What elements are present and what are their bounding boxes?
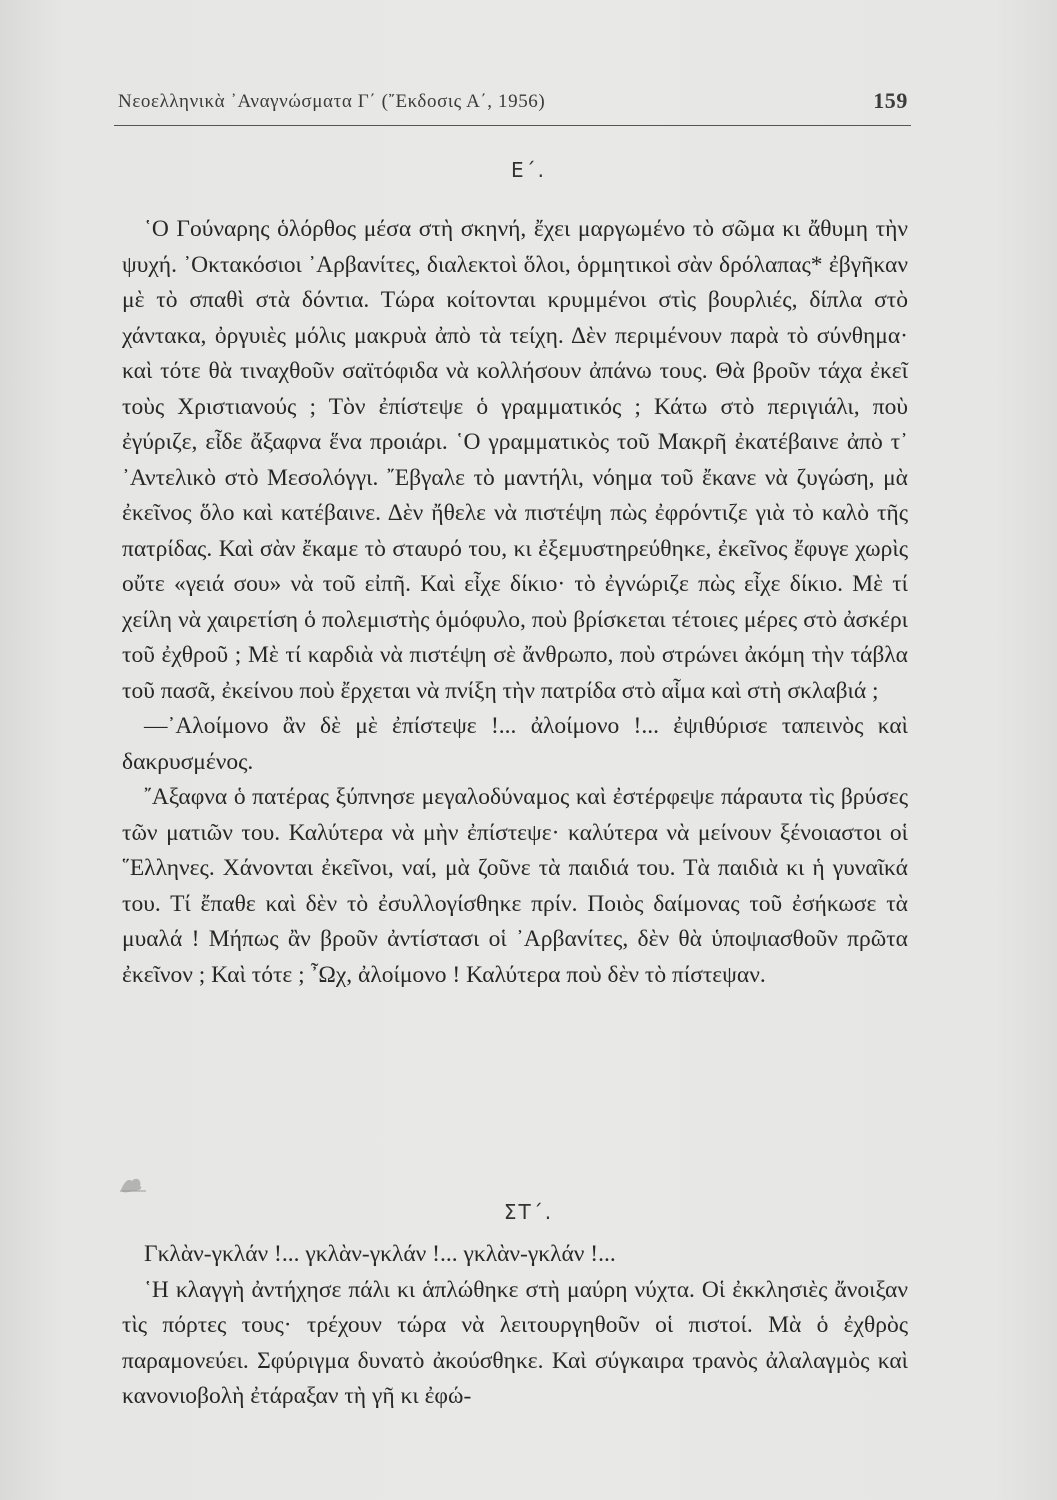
paragraph: ῾Η κλαγγὴ ἀντήχησε πάλι κι ἁπλώθηκε στὴ μαύρη νύχτα. Οἱ ἐκκλησιὲς ἄνοιξαν τὶς πόρτες τους· τρέχουν τώρα νὰ λειτουργηθοῦν οἱ πιστοί. Μὰ ὁ ἐχθρὸς παραμονεύει. Σφύριγμα δυνατὸ ἀκούσθηκε. Καὶ σύγκαιρα τρανὸς ἀλαλαγμὸς καὶ κανονιοβολὴ ἐτάραξαν τὴ γῆ κι ἐφώ- (122, 1276, 908, 1409)
dialog-paragraph: —᾿Αλοίμονο ἂν δὲ μὲ ἐπίστεψε !... ἀλοίμονο !... ἐψιθύρισε ταπεινὸς καὶ δακρυσμένος. (122, 713, 908, 775)
header-rule (114, 125, 911, 126)
section-e-text (122, 212, 908, 993)
page-number: 159 (873, 88, 908, 113)
section-heading-e: Ε΄. (511, 158, 546, 182)
refrain-line: Γκλὰν-γκλάν !... γκλὰν-γκλάν !... γκλὰν-γκλάν !... (144, 1241, 616, 1267)
paragraph: ῾Ο Γούναρης ὁλόρθος μέσα στὴ σκηνή, ἔχει μαργωμένο τὸ σῶμα κι ἄθυμη τὴν ψυχή. ᾿Οκτακόσιοι ᾿Αρβανίτες, διαλεκτοὶ ὅλοι, ὁρμητικοὶ σὰν δρόλαπας* ἐβγῆκαν μὲ τὸ σπαθὶ στὰ δόντια. Τώρα κοίτονται κρυμμένοι στὶς βουρλιές, δίπλα στὸ χάντακα, ὀργυιὲς μόλις μακρυὰ ἀπὸ τὰ τείχη. Δὲν περιμένουν παρὰ τὸ σύνθημα· καὶ τότε θὰ τιναχθοῦν σαϊτόφιδα νὰ κολλήσουν ἀπάνω τους. Θὰ βροῦν τάχα ἐκεῖ τοὺς Χριστιανούς ; Τὸν ἐπίστεψε ὁ γραμματικός ; Κάτω στὸ περιγιάλι, ποὺ ἐγύριζε, εἶδε ἄξαφνα ἕνα προιάρι. ῾Ο γραμματικὸς τοῦ Μακρῆ ἐκατέβαινε ἀπὸ τ᾿ ᾿Αντελικὸ στὸ Μεσολόγγι. ῎Εβγαλε τὸ μαντήλι, νόημα τοῦ ἔκανε νὰ ζυγώση, μὰ ἐκεῖνος ὅλο καὶ κατέβαινε. Δὲν ἤθελε νὰ πιστέψη πὼς ἐφρόντιζε γιὰ τὸ καλὸ τῆς πατρίδας. Καὶ σὰν ἔκαμε τὸ σταυρό του, κι ἐξεμυστηρεύθηκε, ἐκεῖνος ἔφυγε χωρὶς οὔτε «γειά σου» νὰ τοῦ εἰπῆ. Καὶ εἶχε δίκιο· τὸ ἐγνώριζε πὼς εἶχε δίκιο. Μὲ τί χείλη νὰ χαιρετίση ὁ πολεμιστὴς ὁμόφυλο, ποὺ βρίσκεται τέτοιες μέρες στὸ ἀσκέρι τοῦ ἐχθροῦ ; Μὲ τί καρδιὰ νὰ πιστέψη σὲ ἄνθρωπο, ποὺ στρώνει ἀκόμη τὴν τάβλα τοῦ πασᾶ, ἐκείνου ποὺ ἔρχεται νὰ πνίξη τὴν πατρίδα στὸ αἷμα καὶ στὴ σκλαβιά ; (122, 216, 908, 704)
ink-blot-mark (118, 1172, 148, 1194)
section-st-text (122, 1237, 908, 1415)
paragraph: ῎Αξαφνα ὁ πατέρας ξύπνησε μεγαλοδύναμος καὶ ἐστέρφεψε πάραυτα τὶς βρύσες τῶν ματιῶν του. Καλύτερα νὰ μὴν ἐπίστεψε· καλύτερα νὰ μείνουν ξένοιαστοι οἱ ῞Ελληνες. Χάνονται ἐκεῖνοι, ναί, μὰ ζοῦνε τὰ παιδιά του. Τὰ παιδιὰ κι ἡ γυναῖκά του. Τί ἔπαθε καὶ δὲν τὸ ἐσυλλογίσθηκε πρίν. Ποιὸς δαίμονας τοῦ ἐσήκωσε τὰ μυαλά ! Μήπως ἂν βροῦν ἀντίστασι οἱ ᾿Αρβανίτες, δὲν θὰ ὑποψιασθοῦν πρῶτα ἐκεῖνον ; Καὶ τότε ; ῏Ωχ, ἀλοίμονο ! Καλύτερα ποὺ δὲν τὸ πίστεψαν. (122, 784, 908, 988)
section-heading-st: ΣΤ΄. (503, 1200, 554, 1224)
running-head-title: Νεοελληνικὰ ᾿Αναγνώσματα Γ΄ (῎Εκδοσις Α΄, 1956) (118, 91, 546, 112)
running-head (118, 88, 908, 118)
